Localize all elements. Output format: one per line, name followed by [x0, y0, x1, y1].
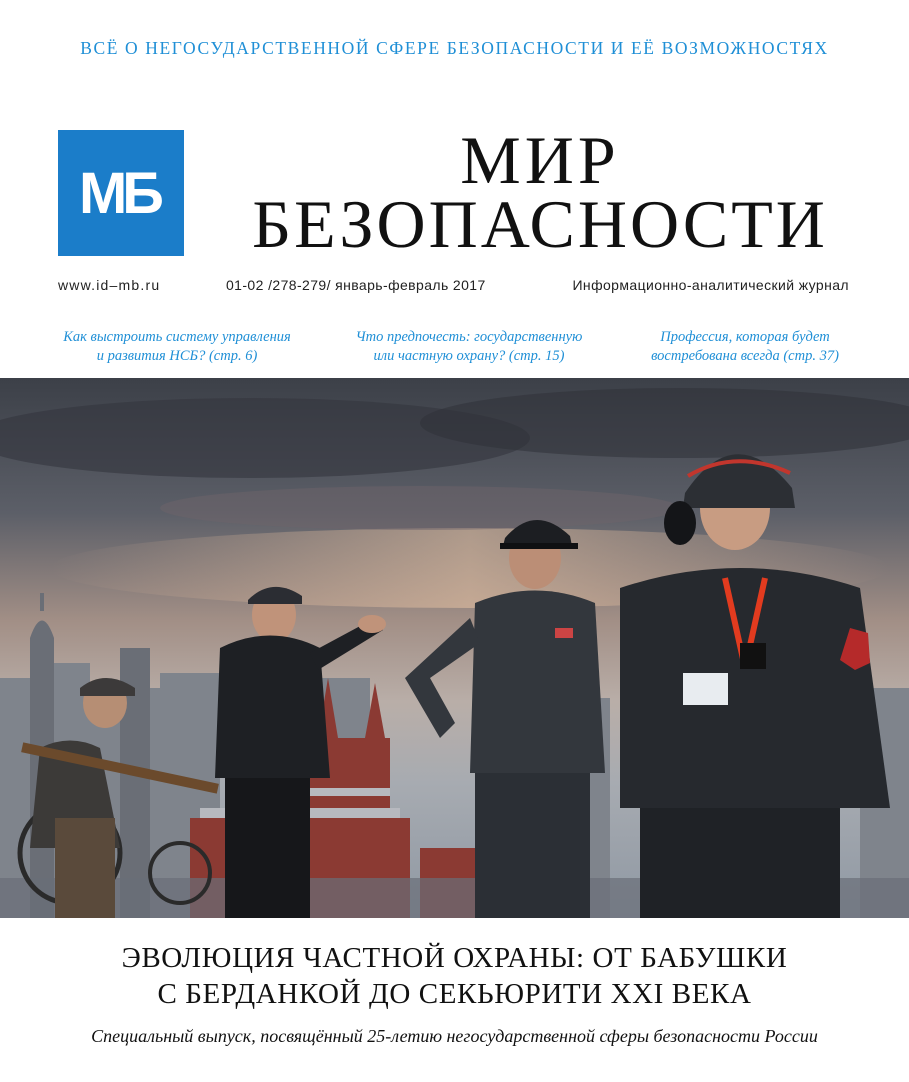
teaser-2-line-2: или частную охрану? (стр. 15) [373, 348, 565, 364]
website-link[interactable]: www.id–mb.ru [58, 277, 161, 293]
teaser-2[interactable] [344, 328, 594, 366]
publication-type: Информационно-аналитический журнал [572, 277, 849, 293]
teaser-1-line-2: и развития НСБ? (стр. 6) [96, 348, 258, 364]
teaser-1-line-1: Как выстроить систему управления [63, 329, 291, 345]
teaser-2-line-1: Что предпочесть: государственную [355, 329, 583, 345]
headline-line-1: ЭВОЛЮЦИЯ ЧАСТНОЙ ОХРАНЫ: ОТ БАБУШКИ [121, 942, 788, 974]
magazine-title-line-2: БЕЗОПАСНОСТИ [252, 186, 828, 262]
teaser-3[interactable] [620, 328, 870, 366]
teaser-3-line-1: Профессия, которая будет [660, 329, 830, 345]
logo-text: МБ [78, 160, 159, 226]
special-issue-subtitle: Специальный выпуск, посвящённый 25-летию негосударственной сферы безопасности России [91, 1026, 818, 1046]
magazine-logo [58, 130, 184, 256]
cover-photo [0, 378, 909, 918]
teaser-3-line-2: востребована всегда (стр. 37) [651, 348, 839, 364]
issue-number: 01-02 /278-279/ январь-февраль 2017 [226, 277, 486, 293]
headline-line-2: С БЕРДАНКОЙ ДО СЕКЬЮРИТИ XXI ВЕКА [157, 978, 752, 1010]
cover-photo-illustration [0, 378, 909, 918]
magazine-title-line-1: МИР [460, 122, 620, 198]
cover-tagline: ВСЁ О НЕГОСУДАРСТВЕННОЙ СФЕРЕ БЕЗОПАСНОСТИ И ЕЁ ВОЗМОЖНОСТЯХ [80, 38, 829, 58]
teaser-1[interactable] [52, 328, 302, 366]
